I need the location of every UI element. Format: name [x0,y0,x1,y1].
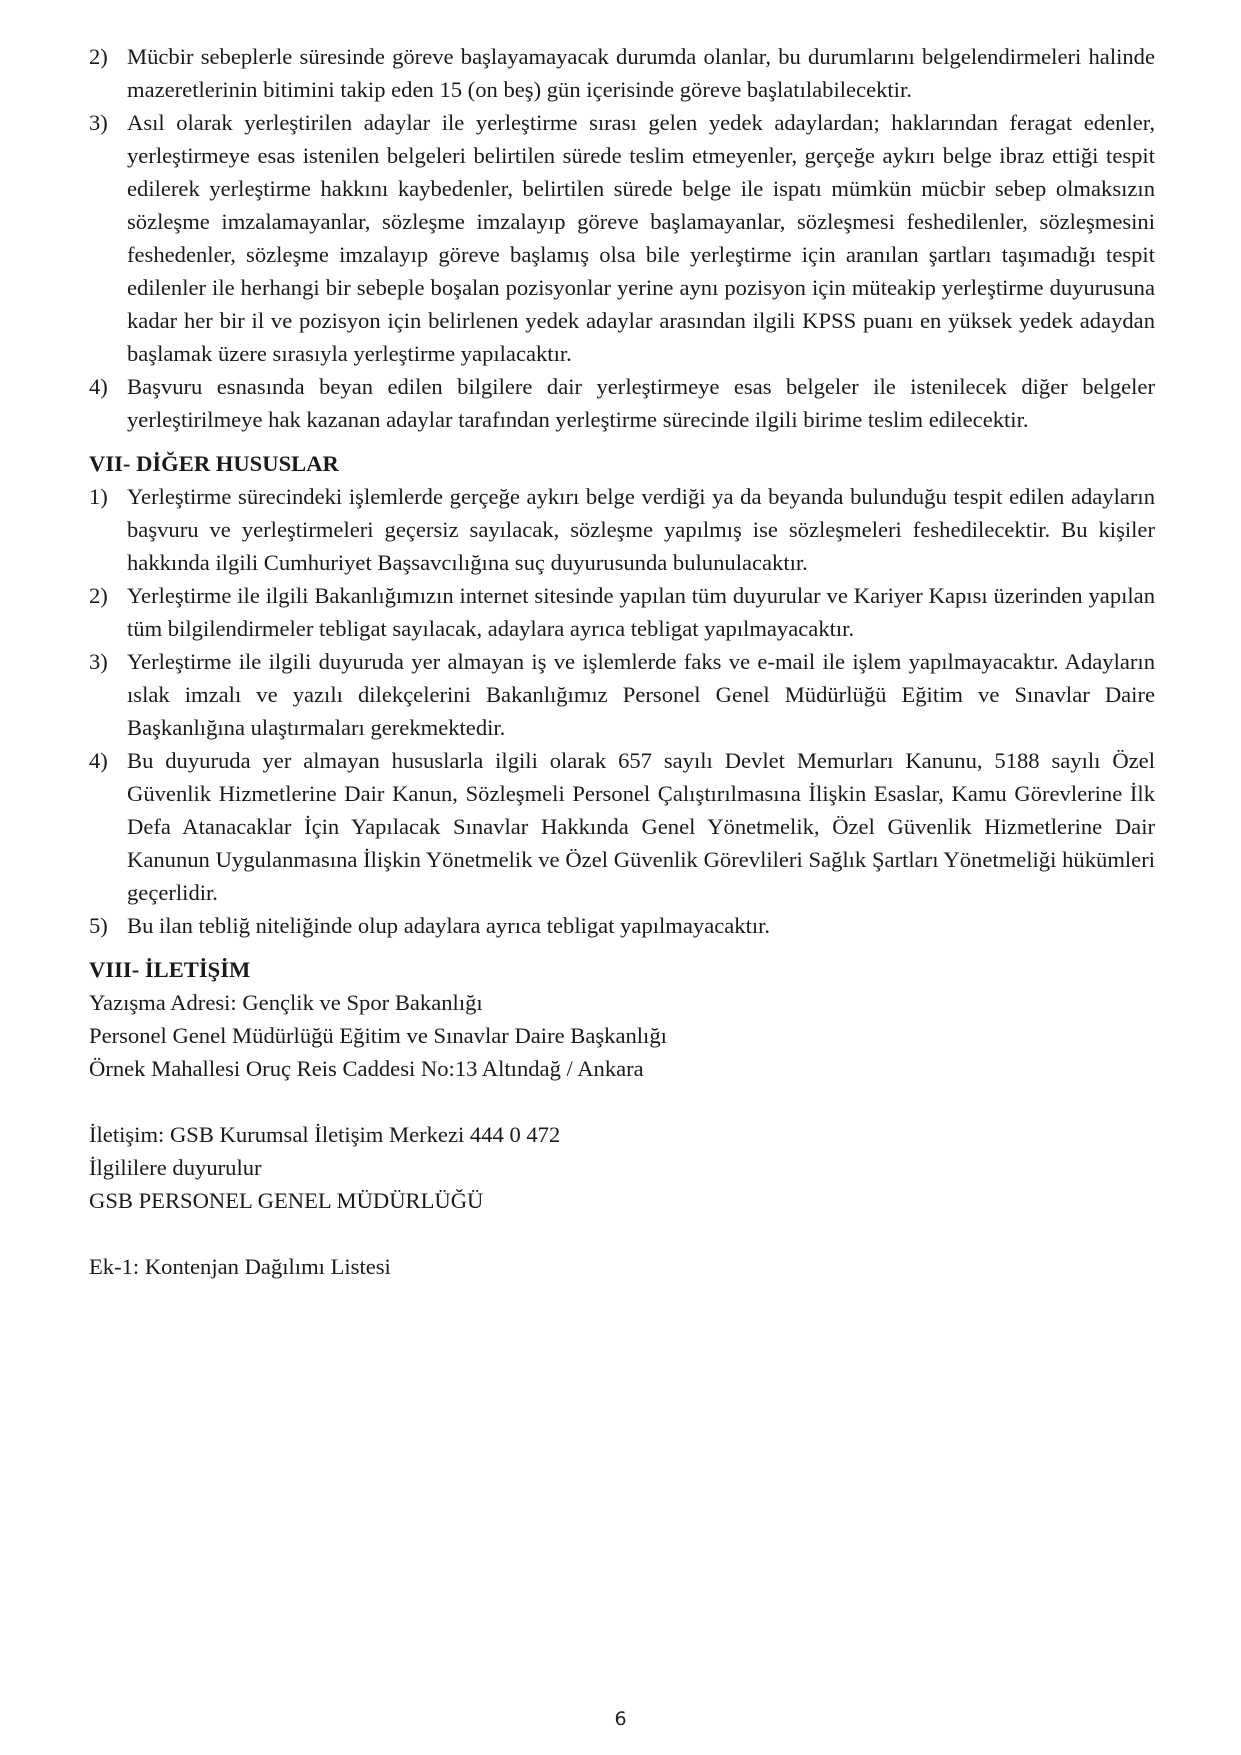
address-line: Personel Genel Müdürlüğü Eğitim ve Sınavlar Daire Başkanlığı [89,1023,667,1048]
spacer [89,1217,1155,1250]
list-item-number: 4) [89,374,108,399]
list-item-number: 2) [89,44,108,69]
list-item [89,579,1155,645]
list-item-number: 5) [89,913,108,938]
list-item-number: 1) [89,484,108,509]
page-number: 6 [614,1708,627,1730]
contact-line: GSB PERSONEL GENEL MÜDÜRLÜĞÜ [89,1188,484,1213]
list-item [89,909,1155,942]
address-line: Yazışma Adresi: Gençlik ve Spor Bakanlığı [89,990,483,1015]
list-item-text: Asıl olarak yerleştirilen adaylar ile yerleştirme sırası gelen yedek adaylardan; haklarından feragat edenler, yerleştirmeye esas istenilen belgeleri belirtilen sürede teslim etmeyenler, gerçeğe aykırı belge ibraz ettiği tespit edilerek yerleştirme hakkını kaybedenler, belirtilen sürede belge ile ispatı mümkün mücbir sebep olmaksızın sözleşme imzalamayanlar, sözleşme imzalayıp göreve başlamayanlar, sözleşmesi feshedilenler, sözleşmesini feshedenler, sözleşme imzalayıp göreve başlamış olsa bile yerleştirme için aranılan şartları taşımadığı tespit edilenler ile herhangi bir sebeple boşalan pozisyonlar yerine aynı pozisyon için müteakip yerleştirme duyurusuna kadar her bir il ve pozisyon için belirlenen yedek adaylar arasından ilgili KPSS puanı en yüksek yedek adaydan başlamak üzere sırasıyla yerleştirme yapılacaktır. [127,110,1155,366]
list-item [89,480,1155,579]
other-matters-list [89,480,1155,942]
document-page [89,40,1155,1283]
contact-line: İletişim: GSB Kurumsal İletişim Merkezi 444 0 472 [89,1122,561,1147]
section-heading-contact: VIII- İLETİŞİM [89,957,251,982]
list-item [89,40,1155,106]
address-block [89,986,1155,1085]
spacer [89,1085,1155,1118]
list-item [89,370,1155,436]
section-heading-other-matters: VII- DİĞER HUSUSLAR [89,451,339,476]
list-item [89,106,1155,370]
list-item-text: Yerleştirme ile ilgili Bakanlığımızın internet sitesinde yapılan tüm duyurular ve Kariyer Kapısı üzerinden yapılan tüm bilgilendirmeler tebligat sayılacak, adaylara ayrıca tebligat yapılmayacaktır. [127,583,1155,641]
list-item-text: Yerleştirme sürecindeki işlemlerde gerçeğe aykırı belge verdiği ya da beyanda bulunduğu tespit edilen adayların başvuru ve yerleştirmeleri geçersiz sayılacak, sözleşme yapılmış ise sözleşmeleri feshedilecektir. Bu kişiler hakkında ilgili Cumhuriyet Başsavcılığına suç duyurusunda bulunulacaktır. [127,484,1155,575]
list-item-number: 2) [89,583,108,608]
previous-section-list [89,40,1155,436]
list-item-text: Başvuru esnasında beyan edilen bilgilere dair yerleştirmeye esas belgeler ile istenilecek diğer belgeler yerleştirilmeye hak kazanan adaylar tarafından yerleştirme sürecinde ilgili birime teslim edilecektir. [127,374,1155,432]
list-item-text: Yerleştirme ile ilgili duyuruda yer almayan iş ve işlemlerde faks ve e-mail ile işlem yapılmayacaktır. Adayların ıslak imzalı ve yazılı dilekçelerini Bakanlığımız Personel Genel Müdürlüğü Eğitim ve Sınavlar Daire Başkanlığına ulaştırmaları gerekmektedir. [127,649,1155,740]
list-item [89,645,1155,744]
list-item-text: Mücbir sebeplerle süresinde göreve başlayamayacak durumda olanlar, bu durumlarını belgelendirmeleri halinde mazeretlerinin bitimini takip eden 15 (on beş) gün içerisinde göreve başlatılabilecektir. [127,44,1155,102]
list-item-number: 4) [89,748,108,773]
contact-line: İlgililere duyurulur [89,1155,262,1180]
contact-block [89,1118,1155,1217]
list-item-text: Bu ilan tebliğ niteliğinde olup adaylara ayrıca tebligat yapılmayacaktır. [127,913,771,938]
list-item-number: 3) [89,110,108,135]
list-item-text: Bu duyuruda yer almayan hususlarla ilgili olarak 657 sayılı Devlet Memurları Kanunu, 5188 sayılı Özel Güvenlik Hizmetlerine Dair Kanun, Sözleşmeli Personel Çalıştırılmasına İlişkin Esaslar, Kamu Görevlerine İlk Defa Atanacaklar İçin Yapılacak Sınavlar Hakkında Genel Yönetmelik, Özel Güvenlik Hizmetlerine Dair Kanunun Uygulanmasına İlişkin Yönetmelik ve Özel Güvenlik Görevlileri Sağlık Şartları Yönetmeliği hükümleri geçerlidir. [127,748,1155,905]
list-item [89,744,1155,909]
list-item-number: 3) [89,649,108,674]
address-line: Örnek Mahallesi Oruç Reis Caddesi No:13 Altındağ / Ankara [89,1056,644,1081]
annex-line: Ek-1: Kontenjan Dağılımı Listesi [89,1254,391,1279]
